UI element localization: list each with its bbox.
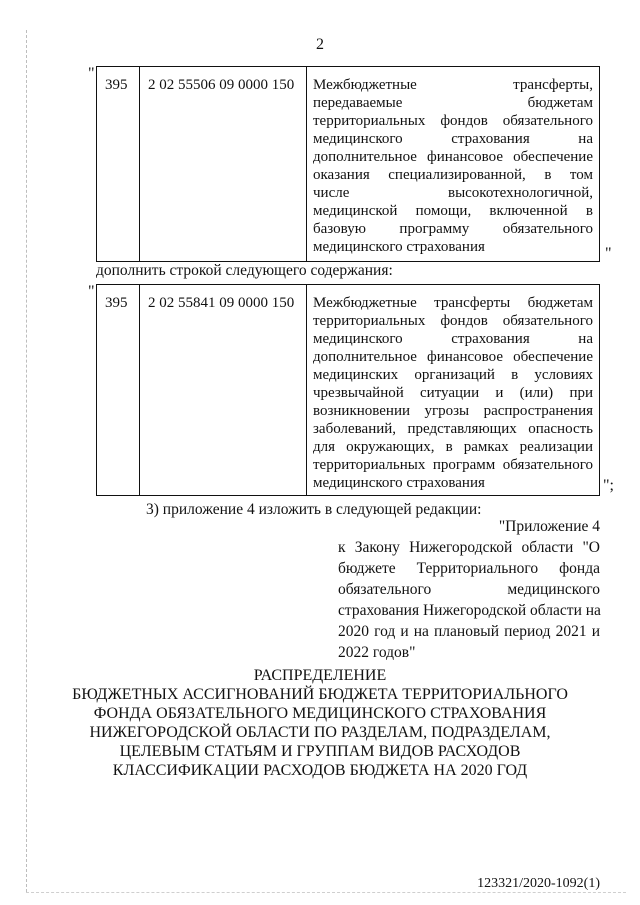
row2-desc-line: заболеваний, представляющих опасность bbox=[313, 421, 593, 437]
document-number: 123321/2020-1092(1) bbox=[477, 876, 600, 891]
row2-desc-line: дополнительное финансовое обеспечение bbox=[313, 349, 593, 365]
row1-desc-line: Межбюджетные трансферты, bbox=[313, 77, 593, 93]
add-row-instruction: дополнить строкой следующего содержания: bbox=[96, 262, 393, 279]
appendix-line: обязательного медицинского bbox=[338, 581, 600, 598]
heading-line: РАСПРЕДЕЛЕНИЕ bbox=[253, 667, 387, 684]
row1-kbk-cell: 2 02 55506 09 0000 150 bbox=[140, 67, 307, 262]
table-row bbox=[97, 67, 600, 262]
heading-line: ЦЕЛЕВЫМ СТАТЬЯМ И ГРУППАМ ВИДОВ РАСХОДОВ bbox=[119, 743, 521, 760]
row2-desc-line: чрезвычайной ситуации и (или) при bbox=[313, 385, 593, 401]
heading-line: НИЖЕГОРОДСКОЙ ОБЛАСТИ ПО РАЗДЕЛАМ, ПОДРАЗДЕЛАМ, bbox=[89, 724, 551, 741]
row2-kbk-cell: 2 02 55841 09 0000 150 bbox=[140, 285, 307, 496]
row1-desc-line: медицинского страхования на bbox=[313, 131, 593, 147]
appendix-header bbox=[338, 516, 600, 663]
distribution-heading bbox=[0, 666, 640, 780]
row2-desc-line: медицинского страхования bbox=[313, 475, 485, 491]
row1-desc-line: оказания специализированной, в том bbox=[313, 167, 593, 183]
appendix-line: 2022 годов" bbox=[338, 644, 416, 661]
row1-desc-line: числе высокотехнологичной, bbox=[313, 185, 593, 201]
table-row bbox=[97, 285, 600, 496]
row1-desc-line: медицинской помощи, включенной в bbox=[313, 203, 593, 219]
row1-desc-line: базовую программу обязательного bbox=[313, 221, 593, 237]
heading-line: ФОНДА ОБЯЗАТЕЛЬНОГО МЕДИЦИНСКОГО СТРАХОВАНИЯ bbox=[93, 705, 547, 722]
budget-table-row1 bbox=[96, 66, 600, 262]
budget-table-row2 bbox=[96, 284, 600, 496]
appendix-line: страхования Нижегородской области на bbox=[338, 602, 601, 619]
row1-desc-line: передаваемые бюджетам bbox=[313, 95, 593, 111]
row2-desc-line: территориальных фондов обязательного bbox=[313, 313, 593, 329]
quote-close-row1: " bbox=[605, 245, 612, 262]
row2-desc-line: Межбюджетные трансферты бюджетам bbox=[313, 295, 593, 311]
row1-code-cell: 395 bbox=[97, 67, 140, 262]
appendix-line: "Приложение 4 bbox=[498, 518, 600, 535]
quote-close-row2: "; bbox=[603, 477, 614, 494]
item-3-instruction: 3) приложение 4 изложить в следующей редакции: bbox=[146, 501, 482, 518]
quote-open-row1: " bbox=[88, 65, 95, 82]
appendix-line: бюджете Территориального фонда bbox=[338, 560, 600, 577]
row2-code-cell: 395 bbox=[97, 285, 140, 496]
row2-desc-line: для окружающих, в рамках реализации bbox=[313, 439, 593, 455]
heading-line: КЛАССИФИКАЦИИ РАСХОДОВ БЮДЖЕТА НА 2020 ГОД bbox=[112, 762, 528, 779]
row2-desc-line: медицинского страхования на bbox=[313, 331, 593, 347]
page-number: 2 bbox=[316, 36, 324, 53]
heading-line: БЮДЖЕТНЫХ АССИГНОВАНИЙ БЮДЖЕТА ТЕРРИТОРИАЛЬНОГО bbox=[72, 686, 568, 703]
row1-desc-line: медицинского страхования bbox=[313, 239, 485, 255]
row1-description-cell bbox=[307, 67, 600, 262]
row2-desc-line: медицинских организаций в условиях bbox=[313, 367, 593, 383]
row2-description-cell bbox=[307, 285, 600, 496]
quote-open-row2: " bbox=[88, 283, 95, 300]
appendix-line: к Закону Нижегородской области "О bbox=[338, 539, 600, 556]
row1-desc-line: территориальных фондов обязательного bbox=[313, 113, 593, 129]
row2-desc-line: возникновении угрозы распространения bbox=[313, 403, 593, 419]
appendix-line: 2020 год и на плановый период 2021 и bbox=[338, 623, 600, 640]
row1-desc-line: дополнительное финансовое обеспечение bbox=[313, 149, 593, 165]
bottom-margin-guide bbox=[26, 892, 626, 893]
row2-desc-line: территориальных программ обязательного bbox=[313, 457, 593, 473]
